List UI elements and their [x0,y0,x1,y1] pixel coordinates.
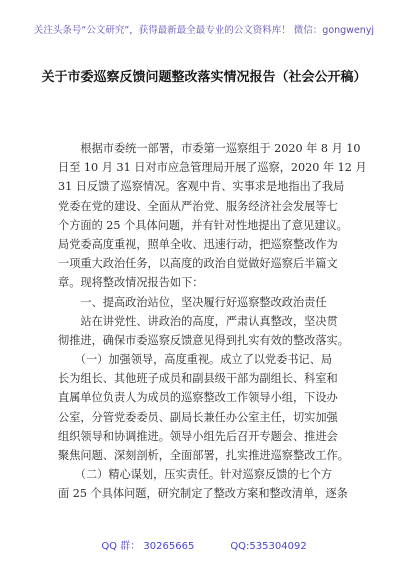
body-line: 直属单位负责人为成员的巡察整改工作领导小组，下设办 [58,391,338,405]
body-line: 聚焦问题、深刻剖析，全面部署，扎实推进巡察整改工作。 [58,449,349,462]
qq-number-text: QQ:535304092 [230,541,307,552]
body-line: 站在讲党性、讲政治的高度，严肃认真整改，坚决贯 [58,314,338,328]
body-line: 组织领导和协调推进。领导小组先后召开专题会、推进会 [58,429,338,443]
section-heading: 一、提高政治站位，坚决履行好巡察整改政治责任 [58,295,327,309]
header-banner: 关注头条号“公文研究”，获得最新最全最专业的公文资料库！ 微信：gongwenyj [33,25,375,36]
body-line: 公室，分管党委委员、副局长兼任办公室主任，切实加强 [58,410,338,424]
body-line: 彻推进，确保市委巡察反馈意见得到扎实有效的整改落实。 [58,333,349,347]
document-title: 关于市委巡察反馈问题整改落实情况报告（社会公开稿） [41,70,367,85]
body-line: 党委在党的建设、全面从严治党、服务经济社会发展等七 [58,199,338,213]
body-line: （一）加强领导，高度重视。成立了以党委书记、局 [58,353,333,367]
footer-contact [0,537,408,552]
body-line: 章。现将整改情况报告如下： [58,276,204,290]
body-line: 局党委高度重视，照单全收、迅速行动，把巡察整改作为 [58,237,338,251]
qq-group-text: QQ 群： 30265665 [101,541,195,552]
body-line: 31 日反馈了巡察情况。客观中肯、实事求是地指出了我局 [58,180,345,194]
body-line: 个方面的 25 个具体问题，并有针对性地提出了意见建议。 [58,218,348,232]
body-line: 日至 10 月 31 日对市应急管理局开展了巡察，2020 年 12 月 [58,161,367,175]
body-line: 一项重大政治任务，以高度的政治自觉做好巡察后半篇文 [58,257,338,271]
body-line: 面 25 个具体问题，研究制定了整改方案和整改清单，逐条 [58,487,348,501]
body-line: 长为组长、其他班子成员和副县级干部为副组长、科室和 [58,372,338,386]
body-line: 根据市委统一部署，市委第一巡察组于 2020 年 8 月 10 [58,142,361,155]
document-body [58,139,367,504]
body-line: （二）精心谋划，压实责任。针对巡察反馈的七个方 [58,468,333,482]
